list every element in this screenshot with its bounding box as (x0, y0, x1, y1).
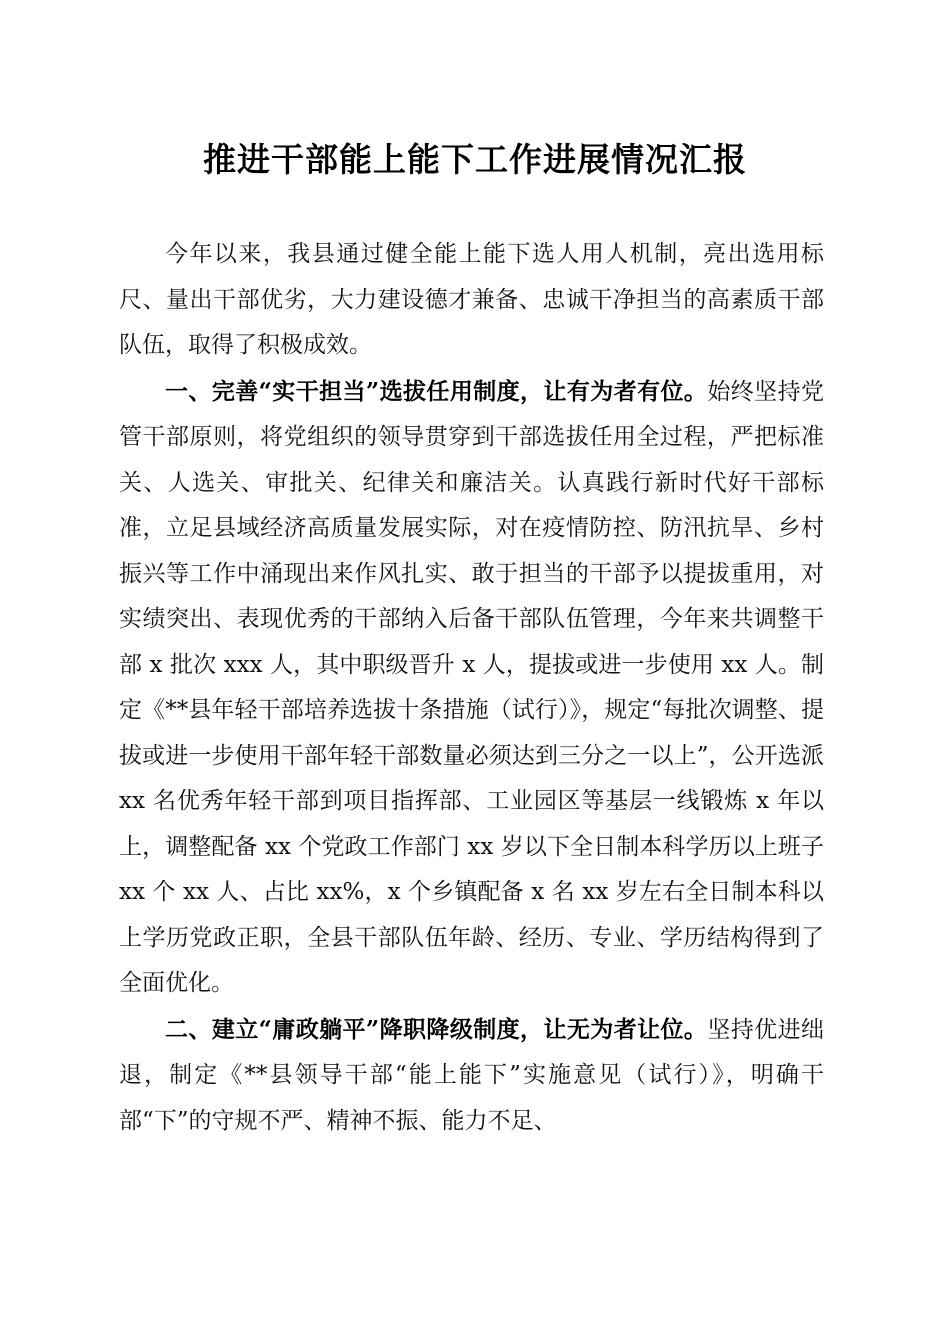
paragraph-intro (119, 232, 824, 369)
paragraph-intro-text: 今年以来，我县通过健全能上能下选人用人机制，亮出选用标尺、量出干部优劣，大力建设德才兼备、忠诚干净担当的高素质干部队伍，取得了积极成效。 (119, 241, 824, 358)
document-title: 推进干部能上能下工作进展情况汇报 (203, 140, 747, 179)
section-2-text: 坚持优进绌退，制定《**县领导干部“能上能下”实施意见（试行）》，明确干部“下”的守规不严、精神不振、能力不足、 (119, 1016, 824, 1134)
paragraph-section-1 (119, 369, 824, 1007)
section-1-text: 始终坚持党管干部原则，将党组织的领导贯穿到干部选拔任用全过程，严把标准关、人选关、审批关、纪律关和廉洁关。认真践行新时代好干部标准，立足县域经济高质量发展实际，对在疫情防控、防汛抗旱、乡村振兴等工作中涌现出来作风扎实、敢于担当的干部予以提拔重用，对实绩突出、表现优秀的干部纳入后备干部队伍管理，今年来共调整干部 x 批次 xxx 人，其中职级晋升 x 人，提拔或进一步使用 xx 人。制定《**县年轻干部培养选拔十条措施（试行）》，规定“每批次调整、提拔或进一步使用干部年轻干部数量必须达到三分之一以上”，公开选派 xx 名优秀年轻干部到项目指挥部、工业园区等基层一线锻炼 x 年以上，调整配备 xx 个党政工作部门 xx 岁以下全日制本科学历以上班子 xx 个 xx 人、占比 xx%，x 个乡镇配备 x 名 xx 岁左右全日制本科以上学历党政正职，全县干部队伍年龄、经历、专业、学历结构得到了全面优化。 (119, 378, 824, 996)
section-1-heading: 一、完善“实干担当”选拔任用制度，让有为者有位。 (165, 377, 708, 405)
paragraph-section-2 (119, 1007, 824, 1145)
section-2-heading: 二、建立“庸政躺平”降职降级制度，让无为者让位。 (165, 1015, 708, 1043)
document-body (119, 232, 824, 1144)
